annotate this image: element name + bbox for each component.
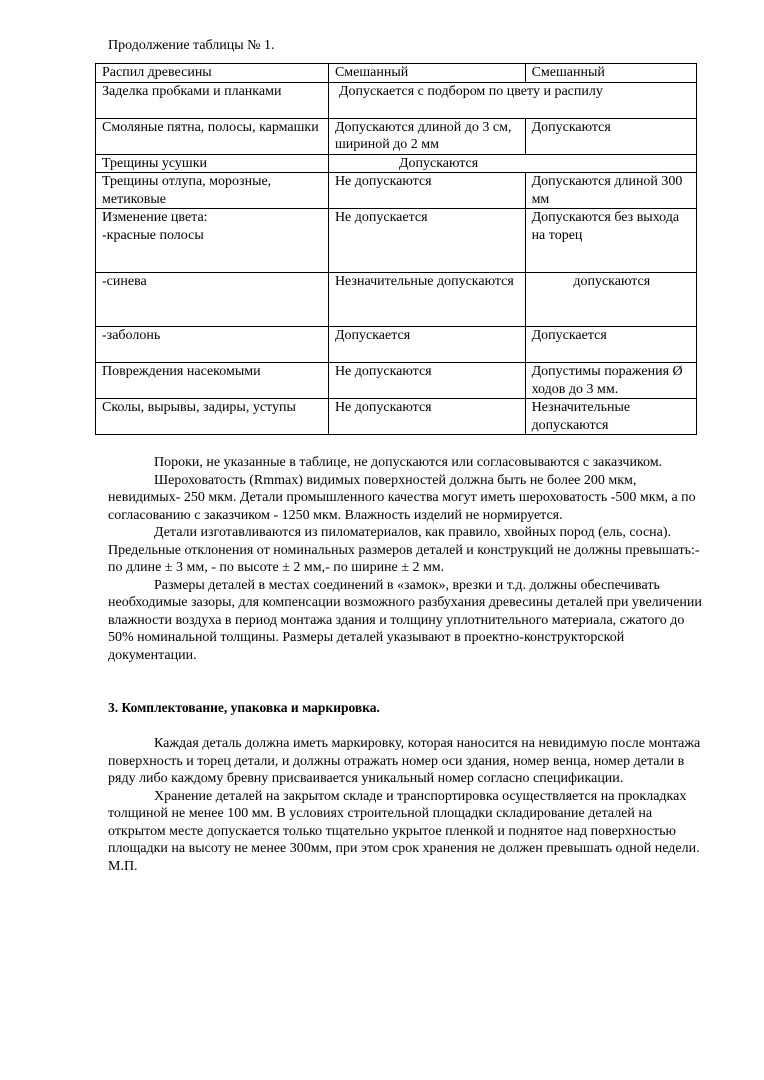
stamp-label: М.П. [108,858,138,874]
table-cell: допускаются [525,273,696,327]
paragraph: Пороки, не указанные в таблице, не допускаются или согласовываются с заказчиком. [154,455,663,470]
table-cell: Распил древесины [96,64,329,83]
table-cell: Допускаются длиной до 3 см, шириной до 2 мм [328,118,525,154]
table-cell: Заделка пробками и планками [96,82,329,118]
table-row [96,399,697,435]
table-row [96,154,697,173]
paragraph: Размеры деталей в местах соединений в «замок», врезки и т.д. должны обеспечивать необходимые зазоры, для компенсации возможного разбухания древесины деталей при увеличении влажности воздуха в период монтажа здания и толщину уплотнительного материала, сжатого до 50% номинальной толщины. Размеры деталей указывают в проектно-конструкторской документации. [108,577,702,663]
paragraph: Каждая деталь должна иметь маркировку, которая наносится на невидимую после монтажа поверхность и торец детали, и должны отражать номер оси здания, номер венца, номер детали в ряду либо каждому бревну присваивается уникальный номер согласно спецификации. [108,736,701,786]
table-cell: Не допускаются [328,399,525,435]
table-row [96,327,697,363]
table-cell: Не допускаются [328,173,525,209]
section-heading: 3. Комплектование, упаковка и маркировка. [108,700,380,715]
table-cell: Допустимы поражения Ø ходов до 3 мм. [525,363,696,399]
table-cell: Сколы, вырывы, задиры, уступы [96,399,329,435]
table-cell: -синева [96,273,329,327]
table-cell: Допускаются без выхода на торец [525,209,696,273]
table-cell: Смешанный [328,64,525,83]
table-cell: Не допускаются [328,363,525,399]
table-cell: Незначительные допускаются [328,273,525,327]
table-row [96,273,697,327]
table-cell: Допускаются длиной 300 мм [525,173,696,209]
table-cell: Допускаются [525,118,696,154]
table-cell: Допускается [525,327,696,363]
table-cell: Изменение цвета: -красные полосы [96,209,329,273]
table-cell: Трещины усушки [96,154,329,173]
table-row [96,64,697,83]
table-cell: Незначительные допускаются [525,399,696,435]
paragraph: Шероховатость (Rmmax) видимых поверхностей должна быть не более 200 мкм, невидимых- 250 мкм. Детали промышленного качества могут иметь шероховатость -500 мкм, а по согласованию с заказчиком - 1250 мкм. Влажность изделий не нормируется. [108,472,696,523]
table-cell: Допускается [328,327,525,363]
table-cell: Допускаются [328,154,696,173]
paragraph: Детали изготавливаются из пиломатериалов, как правило, хвойных пород (ель, сосна). Предельные отклонения от номинальных размеров деталей и конструкций не должны превышать:- по длине ± 3 мм, - по высоте ± 2 мм,- по ширине ± 2 мм. [108,525,700,575]
table-cell: -заболонь [96,327,329,363]
table-row [96,209,697,273]
table-cell: Трещины отлупа, морозные, метиковые [96,173,329,209]
notes-text [108,454,704,664]
table-cell: Допускается с подбором по цвету и распилу [328,82,696,118]
table-row [96,118,697,154]
table-cell: Смоляные пятна, полосы, кармашки [96,118,329,154]
table-row [96,363,697,399]
table-caption: Продолжение таблицы № 1. [108,38,275,53]
table-cell: Смешанный [525,64,696,83]
section-text [108,735,704,875]
table-row [96,173,697,209]
defects-table [95,63,697,435]
paragraph: Хранение деталей на закрытом складе и транспортировка осуществляется на прокладках толщиной не менее 100 мм. В условиях строительной площадки складирование деталей на открытом месте допускается только тщательно укрытое пленкой и поднятое над поверхностью площадки на высоту не менее 300мм, при этом срок хранения не должен превышать одной недели. [108,788,700,856]
table-row [96,82,697,118]
table-cell: Повреждения насекомыми [96,363,329,399]
table-cell: Не допускается [328,209,525,273]
